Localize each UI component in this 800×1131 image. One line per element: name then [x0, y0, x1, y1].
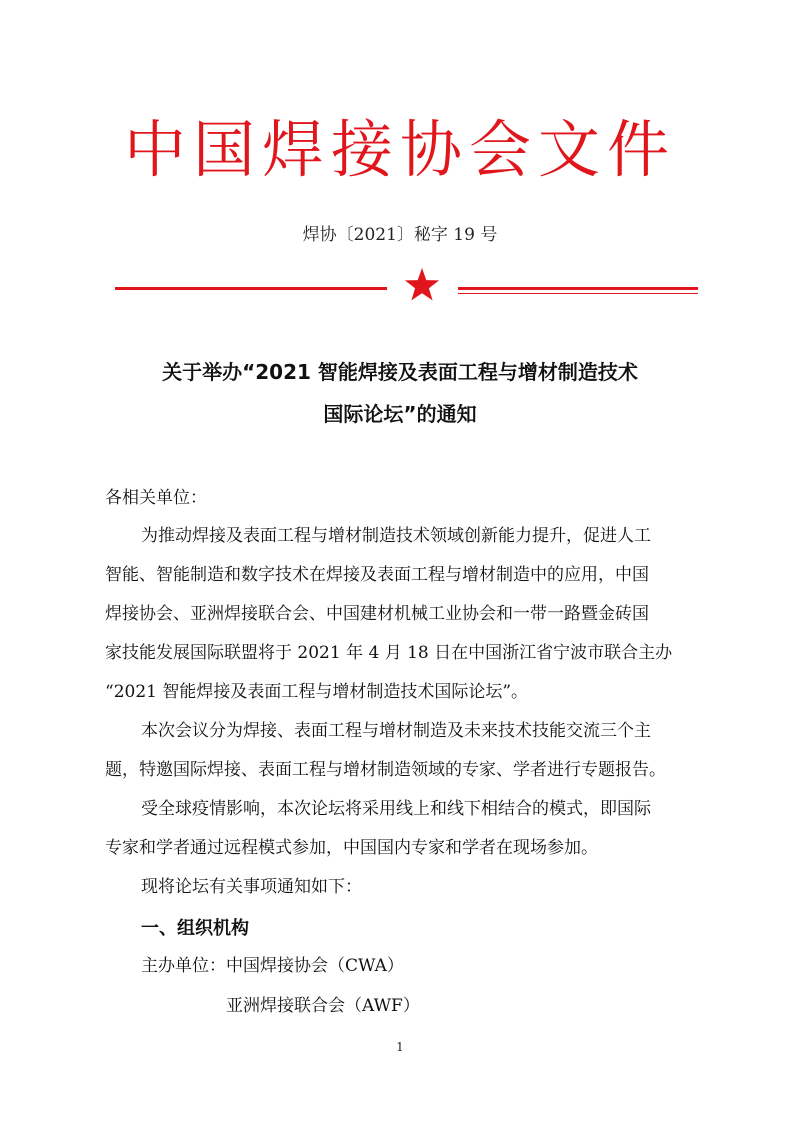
notice-title-line-1: 关于举办“2021 智能焊接及表面工程与增材制造技术: [162, 360, 638, 384]
host-organization-line: 亚洲焊接联合会（AWF）: [226, 996, 420, 1016]
paragraph-1-line: “2021 智能焊接及表面工程与增材制造技术国际论坛”。: [105, 682, 529, 702]
paragraph-4: 现将论坛有关事项通知如下：: [141, 877, 362, 897]
section-1-heading: 一、组织机构: [141, 918, 249, 939]
salutation: 各相关单位：: [105, 488, 207, 508]
red-divider-right: [458, 287, 698, 290]
paragraph-1-line: 智能、智能制造和数字技术在焊接及表面工程与增材制造中的应用，中国: [105, 565, 649, 585]
paragraph-2-line: 本次会议分为焊接、表面工程与增材制造及未来技术技能交流三个主: [141, 721, 651, 741]
paragraph-3-line: 受全球疫情影响，本次论坛将采用线上和线下相结合的模式，即国际: [141, 799, 651, 819]
red-star-icon: [403, 266, 441, 304]
paragraph-3-line: 专家和学者通过远程模式参加，中国国内专家和学者在现场参加。: [105, 838, 598, 858]
notice-title-line-2: 国际论坛”的通知: [323, 402, 477, 426]
red-divider-right-thin: [458, 293, 698, 294]
paragraph-1-line: 家技能发展国际联盟将于 2021 年 4 月 18 日在中国浙江省宁波市联合主办: [105, 643, 673, 663]
paragraph-2-line: 题，特邀国际焊接、表面工程与增材制造领域的专家、学者进行专题报告。: [105, 760, 666, 780]
page-number: 1: [396, 1040, 404, 1054]
paragraph-1-line: 为推动焊接及表面工程与增材制造技术领域创新能力提升，促进人工: [141, 526, 651, 546]
host-organization-line: 主办单位：中国焊接协会（CWA）: [141, 956, 404, 976]
red-divider-left: [115, 287, 387, 290]
paragraph-1-line: 焊接协会、亚洲焊接联合会、中国建材机械工业协会和一带一路暨金砖国: [105, 604, 649, 624]
document-masthead: 中国焊接协会文件: [123, 113, 676, 186]
document-number: 焊协〔2021〕秘字 19 号: [302, 225, 498, 245]
